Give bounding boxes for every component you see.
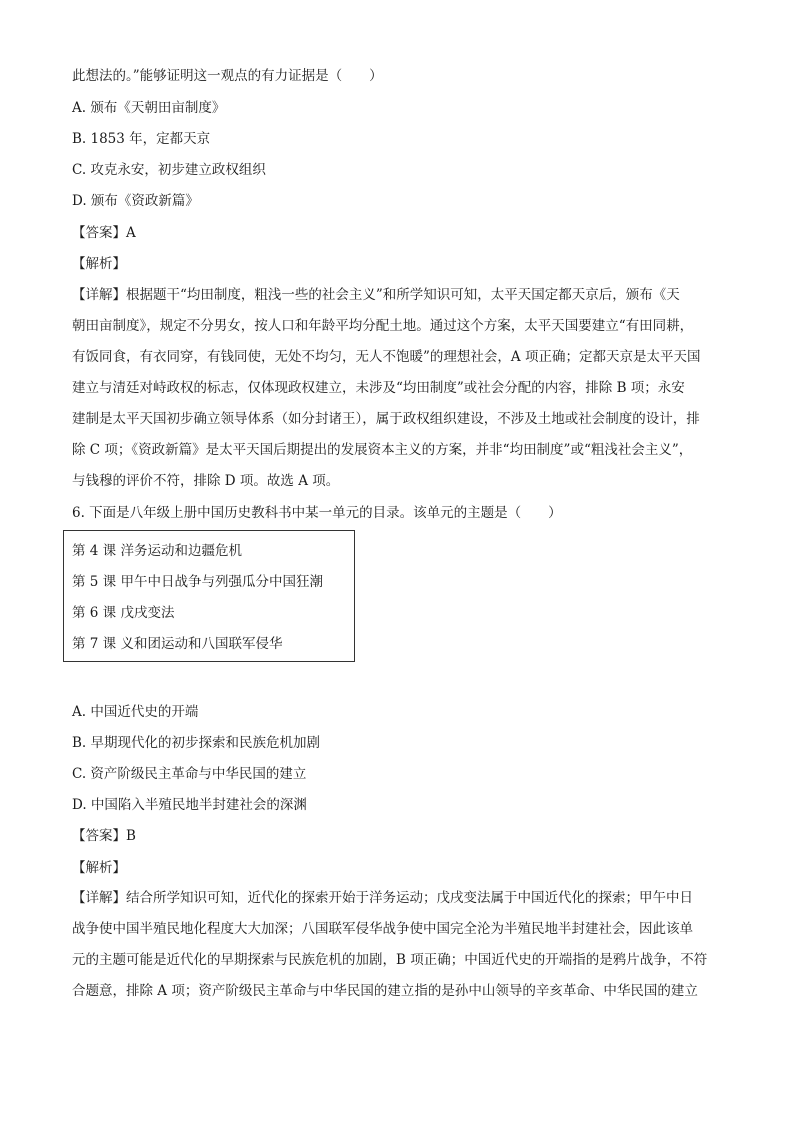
q6-detail-paragraph — [72, 883, 728, 1007]
toc-item: 第 6 课 戊戌变法 — [72, 605, 175, 621]
q5-detail-line: 除 C 项；《资政新篇》是太平天国后期提出的发展资本主义的方案，并非“均田制度”或“粗浅社会主义”， — [72, 442, 693, 458]
q6-option-a: A. 中国近代史的开端 — [72, 704, 199, 720]
toc-item: 第 7 课 义和团运动和八国联军侵华 — [72, 636, 283, 652]
q5-option-d: D. 颁布《资政新篇》 — [72, 193, 199, 209]
toc-item: 第 4 课 洋务运动和边疆危机 — [72, 543, 242, 559]
q5-option-c: C. 攻克永安，初步建立政权组织 — [72, 162, 266, 178]
q6-detail-line: 合题意，排除 A 项；资产阶级民主革命与中华民国的建立指的是孙中山领导的辛亥革命、中华民国的建立 — [72, 983, 698, 999]
q5-detail-line: 有饭同食，有衣同穿，有钱同使，无处不均匀，无人不饱暖”的理想社会，A 项正确；定都天京是太平天国 — [72, 349, 701, 365]
q6-detail-line: 元的主题可能是近代化的早期探索与民族危机的加剧，B 项正确；中国近代史的开端指的是鸦片战争，不符 — [72, 952, 708, 968]
q5-detail-paragraph — [72, 280, 728, 497]
toc-item: 第 5 课 甲午中日战争与列强瓜分中国狂潮 — [72, 574, 323, 590]
q6-analysis-label: 【解析】 — [72, 860, 126, 876]
q6-detail-line: 战争使中国半殖民地化程度大大加深；八国联军侵华战争使中国完全沦为半殖民地半封建社会，因此该单 — [72, 921, 693, 937]
q5-answer: 【答案】A — [72, 225, 136, 241]
q5-option-b: B. 1853 年，定都天京 — [72, 131, 211, 147]
q6-option-d: D. 中国陷入半殖民地半封建社会的深渊 — [72, 797, 307, 813]
q5-detail-line: 建制是太平天国初步确立领导体系（如分封诸王），属于政权组织建设，不涉及土地或社会制度的设计，排 — [72, 411, 700, 427]
q5-detail-line: 朝田亩制度》，规定不分男女，按人口和年龄平均分配土地。通过这个方案，太平天国要建立“有田同耕， — [72, 318, 694, 334]
q5-detail-line: 与钱穆的评价不符，排除 D 项。故选 A 项。 — [72, 473, 340, 489]
q5-detail-line: 【详解】根据题干“均田制度，粗浅一些的社会主义”和所学知识可知，太平天国定都天京后，颁布《天 — [72, 287, 680, 303]
question-6-stem: 6. 下面是八年级上册中国历史教科书中某一单元的目录。该单元的主题是（ ） — [72, 505, 562, 521]
q5-analysis-label: 【解析】 — [72, 256, 126, 272]
q5-option-a: A. 颁布《天朝田亩制度》 — [72, 100, 226, 116]
q6-detail-line: 【详解】结合所学知识可知，近代化的探索开始于洋务运动；戊戌变法属于中国近代化的探索；甲午中日 — [72, 890, 693, 906]
q6-option-b: B. 早期现代化的初步探索和民族危机加剧 — [72, 735, 321, 751]
q5-detail-line: 建立与清廷对峙政权的标志，仅体现政权建立，未涉及“均田制度”或社会分配的内容，排除 B 项；永安 — [72, 380, 685, 396]
q6-option-c: C. 资产阶级民主革命与中华民国的建立 — [72, 766, 307, 782]
question-5-stem-tail: 此想法的。”能够证明这一观点的有力证据是（ ） — [72, 68, 383, 84]
table-of-contents-box — [63, 530, 355, 662]
q6-answer: 【答案】B — [72, 828, 136, 844]
